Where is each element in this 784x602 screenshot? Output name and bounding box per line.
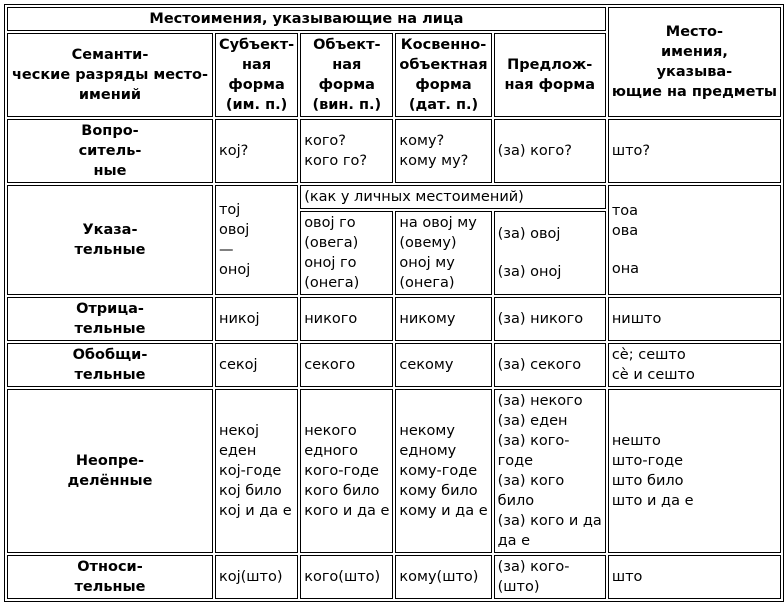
things-cell: [608, 389, 781, 553]
text-line: кого(што): [304, 569, 381, 585]
prep-line: (за) овој: [497, 226, 561, 242]
row-relative: [7, 555, 781, 599]
text-line: Указа-: [82, 222, 138, 238]
text-line: указыва-: [656, 64, 733, 80]
text-line: оној: [218, 262, 251, 278]
object-cell: [300, 211, 393, 295]
text-line: (за) некого: [497, 393, 583, 409]
things-line: она: [611, 261, 640, 277]
text-line: кој?: [218, 143, 249, 159]
things-cell: [608, 343, 781, 387]
prepositional-cell: [494, 297, 606, 341]
text-line: кого било: [304, 483, 380, 499]
row-label: [7, 343, 213, 387]
text-line: (дат. п.): [408, 97, 479, 113]
things-line: ова: [611, 223, 639, 239]
text-line: кого го?: [304, 153, 368, 169]
subject-cell: [215, 343, 298, 387]
text-line: (вин. п.): [312, 97, 382, 113]
pronoun-table: [4, 4, 784, 602]
text-line: (онега): [304, 275, 360, 291]
text-line: (за) кого и да: [497, 513, 602, 529]
text-line: кого?: [304, 133, 347, 149]
object-cell: [300, 343, 393, 387]
text-line: объектная: [399, 57, 488, 73]
text-line: форма: [415, 77, 472, 93]
indirect-cell: [395, 343, 491, 387]
text-line: кој-годе: [218, 463, 282, 479]
personal-pronoun-note: (как у личных местоимений): [300, 185, 606, 209]
text-line: Отрица-: [76, 301, 144, 317]
text-line: (за) кого?: [497, 143, 572, 159]
text-line: (за) секого: [497, 357, 582, 373]
row-label: [7, 185, 213, 295]
text-line: тој: [218, 202, 241, 218]
text-line: (овему): [399, 235, 457, 251]
row-interrogative: [7, 119, 781, 183]
text-line: (им. п.): [225, 97, 288, 113]
things-cell: [608, 185, 781, 295]
text-line: ништо: [611, 311, 662, 327]
text-line: секого: [304, 357, 356, 373]
row-label: [7, 389, 213, 553]
spacer: [498, 244, 602, 262]
prepositional-cell: [494, 119, 606, 183]
text-line: кому(што): [399, 569, 479, 585]
indirect-cell: [395, 119, 491, 183]
text-line: еден: [218, 443, 257, 459]
object-column-header: [300, 33, 393, 117]
text-line: тельные: [74, 321, 146, 337]
text-line: на овој му: [399, 215, 477, 231]
text-line: оној го: [304, 255, 357, 271]
prep-line: (за) оној: [497, 264, 562, 280]
text-line: (за) кого-: [497, 559, 570, 575]
text-line: Относи-: [77, 559, 143, 575]
row-indefinite: [7, 389, 781, 553]
text-line: сè и сешто: [611, 367, 695, 383]
subject-column-header: [215, 33, 298, 117]
semantic-column-header: [7, 33, 213, 117]
text-line: тельные: [74, 367, 146, 383]
text-line: имений: [78, 87, 142, 103]
text-line: ситель-: [78, 143, 142, 159]
text-line: што и да е: [611, 493, 694, 509]
object-cell: [300, 297, 393, 341]
text-line: имения,: [660, 44, 728, 60]
text-line: секој: [218, 357, 258, 373]
pronoun-table-sheet: [4, 4, 784, 602]
subject-cell: [215, 555, 298, 599]
text-line: кого и да е: [304, 503, 390, 519]
text-line: кому-годе: [399, 463, 478, 479]
text-line: Косвенно-: [400, 37, 487, 53]
text-line: ная: [242, 57, 272, 73]
text-line: (за) кого-: [497, 433, 570, 449]
text-line: што: [611, 569, 643, 585]
prepositional-cell: [494, 343, 606, 387]
spacer: [612, 241, 777, 259]
header-row-1: [7, 7, 781, 31]
text-line: сè; сешто: [611, 347, 686, 363]
row-label: [7, 297, 213, 341]
text-line: ная форма: [504, 77, 595, 93]
subject-cell: [215, 389, 298, 553]
row-demonstrative-note: [7, 185, 781, 209]
object-cell: [300, 119, 393, 183]
text-line: никого: [304, 311, 358, 327]
text-line: Объект-: [313, 37, 381, 53]
row-generalizing: [7, 343, 781, 387]
text-line: никому: [399, 311, 456, 327]
text-line: ческие разряды место-: [11, 67, 209, 83]
things-cell: [608, 119, 781, 183]
text-line: кому и да е: [399, 503, 488, 519]
text-line: кого-годе: [304, 463, 379, 479]
things-cell: [608, 297, 781, 341]
text-line: било: [497, 493, 535, 509]
text-line: кому?: [399, 133, 445, 149]
row-label: [7, 119, 213, 183]
subject-cell: [215, 185, 298, 295]
text-line: Место-: [665, 24, 724, 40]
text-line: Семанти-: [71, 47, 149, 63]
object-cell: [300, 389, 393, 553]
things-line: тоа: [611, 203, 639, 219]
text-line: нешто: [611, 433, 661, 449]
subject-cell: [215, 297, 298, 341]
text-line: годе: [497, 453, 534, 469]
text-line: кому му?: [399, 153, 469, 169]
text-line: форма: [318, 77, 375, 93]
text-line: Предлож-: [507, 57, 593, 73]
indirect-cell: [395, 389, 491, 553]
objects-group-header: [608, 7, 781, 117]
text-line: кој било: [218, 483, 282, 499]
text-line: (онега): [399, 275, 455, 291]
text-line: овој: [218, 222, 250, 238]
text-line: што-годе: [611, 453, 684, 469]
things-cell: [608, 555, 781, 599]
text-line: (за) кого: [497, 473, 565, 489]
prepositional-column-header: [494, 33, 606, 117]
text-line: делённые: [67, 473, 153, 489]
text-line: форма: [228, 77, 285, 93]
text-line: тельные: [74, 579, 146, 595]
text-line: тельные: [74, 242, 146, 258]
text-line: Неопре-: [75, 453, 145, 469]
text-line: (за) никого: [497, 311, 584, 327]
text-line: ющие на предметы: [611, 84, 777, 100]
persons-group-header: Местоимения, указывающие на лица: [7, 7, 606, 31]
text-line: никој: [218, 311, 260, 327]
prepositional-cell: [494, 555, 606, 599]
text-line: Вопро-: [81, 123, 139, 139]
text-line: ная: [332, 57, 362, 73]
text-line: некому: [399, 423, 455, 439]
text-line: Субъект-: [218, 37, 295, 53]
indirect-cell: [395, 211, 491, 295]
text-line: кому било: [399, 483, 478, 499]
text-line: секому: [399, 357, 454, 373]
indirect-cell: [395, 297, 491, 341]
text-line: некој: [218, 423, 260, 439]
text-line: овој го: [304, 215, 356, 231]
text-line: Обобщи-: [72, 347, 148, 363]
prepositional-cell: [494, 389, 606, 553]
text-line: што?: [611, 143, 651, 159]
text-line: кој и да е: [218, 503, 292, 519]
text-line: (што): [497, 579, 540, 595]
text-line: едному: [399, 443, 457, 459]
row-label: [7, 555, 213, 599]
object-cell: [300, 555, 393, 599]
indirect-cell: [395, 555, 491, 599]
text-line: што било: [611, 473, 684, 489]
row-negative: [7, 297, 781, 341]
text-line: (за) еден: [497, 413, 568, 429]
text-line: некого: [304, 423, 357, 439]
text-line: ные: [93, 163, 127, 179]
text-line: —: [218, 242, 234, 258]
subject-cell: [215, 119, 298, 183]
prepositional-cell: [494, 211, 606, 295]
text-line: (овега): [304, 235, 359, 251]
text-line: да е: [497, 533, 531, 549]
text-line: едного: [304, 443, 358, 459]
text-line: оној му: [399, 255, 455, 271]
indirect-column-header: [395, 33, 491, 117]
text-line: кој(што): [218, 569, 283, 585]
